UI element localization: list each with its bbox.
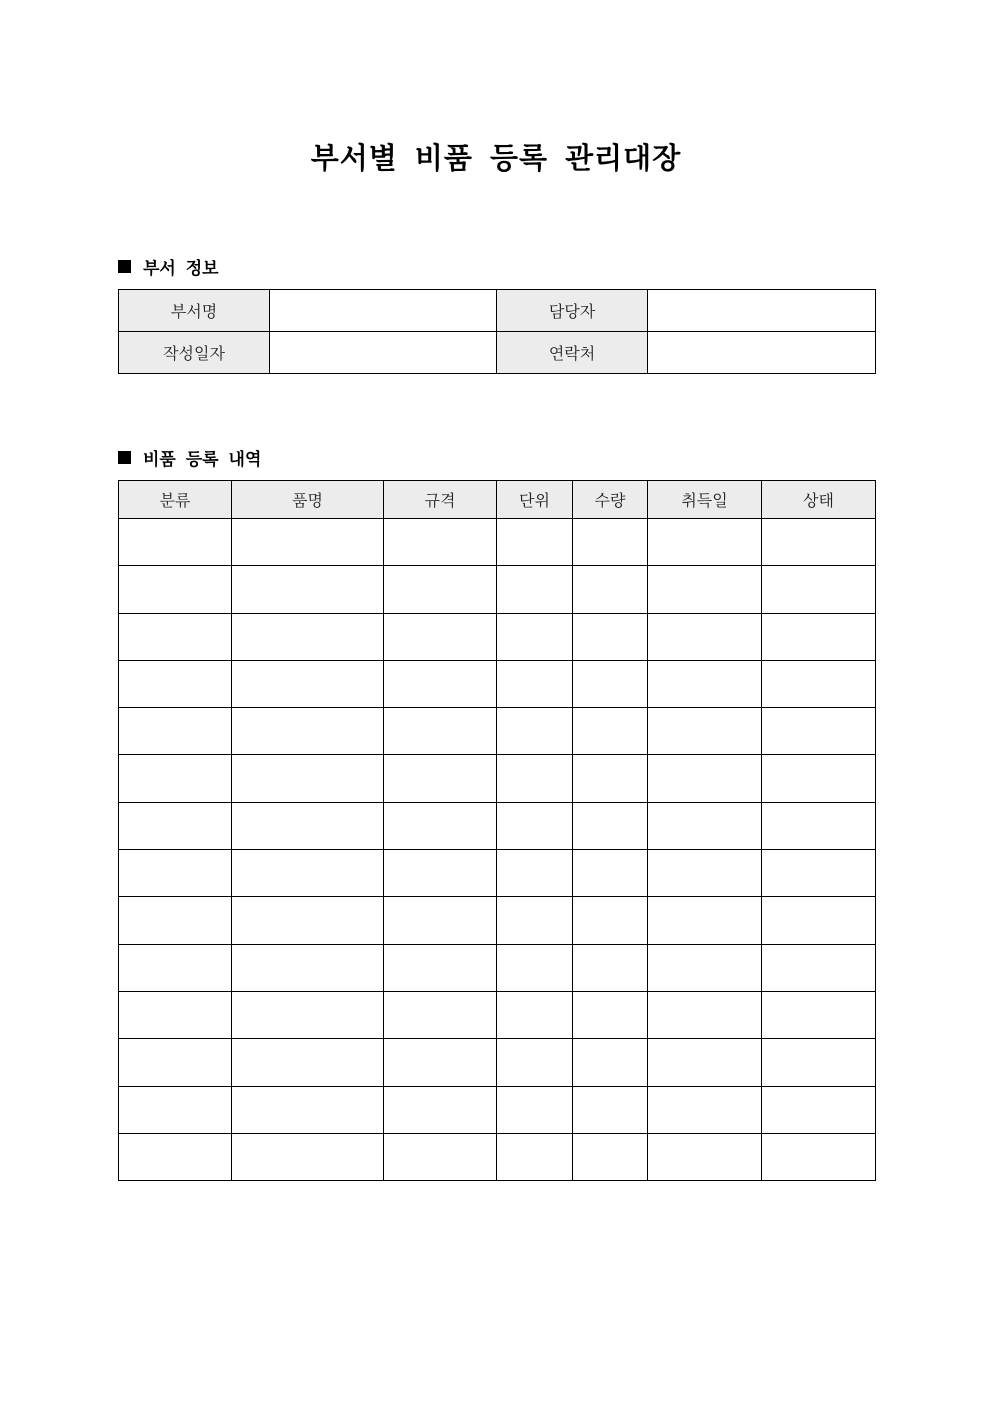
table-cell[interactable]: [573, 1039, 648, 1086]
table-cell[interactable]: [497, 708, 573, 755]
table-cell[interactable]: [762, 991, 876, 1038]
table-cell[interactable]: [119, 566, 232, 613]
square-bullet-icon: [118, 260, 131, 273]
department-section-heading: [118, 254, 219, 279]
table-cell[interactable]: [119, 1039, 232, 1086]
table-cell[interactable]: [384, 897, 497, 944]
table-cell[interactable]: [762, 660, 876, 707]
section-heading-text: 부서 정보: [143, 259, 219, 279]
table-cell[interactable]: [232, 708, 384, 755]
table-cell[interactable]: [497, 1086, 573, 1133]
table-cell[interactable]: [119, 519, 232, 566]
table-cell[interactable]: [573, 755, 648, 802]
table-row: [119, 519, 876, 566]
table-cell[interactable]: [232, 1039, 384, 1086]
table-cell[interactable]: [648, 991, 762, 1038]
table-cell[interactable]: [648, 944, 762, 991]
table-cell[interactable]: [119, 708, 232, 755]
table-cell[interactable]: [648, 897, 762, 944]
table-cell[interactable]: [497, 1039, 573, 1086]
table-row: [119, 708, 876, 755]
table-cell[interactable]: [232, 944, 384, 991]
table-cell[interactable]: [119, 1086, 232, 1133]
table-row: [119, 566, 876, 613]
table-cell[interactable]: [762, 1039, 876, 1086]
table-cell[interactable]: [232, 613, 384, 660]
table-cell[interactable]: [648, 708, 762, 755]
table-cell[interactable]: [119, 613, 232, 660]
table-cell[interactable]: [573, 944, 648, 991]
column-header: 분류: [119, 481, 232, 519]
column-header: 규격: [384, 481, 497, 519]
table-cell[interactable]: [232, 802, 384, 849]
table-cell[interactable]: [573, 566, 648, 613]
table-cell[interactable]: [762, 1086, 876, 1133]
table-cell[interactable]: [648, 519, 762, 566]
table-cell[interactable]: [384, 944, 497, 991]
table-cell[interactable]: [762, 1133, 876, 1180]
table-cell[interactable]: [497, 897, 573, 944]
table-row: [119, 755, 876, 802]
table-row: [119, 850, 876, 897]
table-cell[interactable]: [648, 1133, 762, 1180]
contact-label: 연락처: [497, 332, 648, 374]
table-cell[interactable]: [573, 850, 648, 897]
table-cell[interactable]: [648, 850, 762, 897]
table-cell[interactable]: [762, 519, 876, 566]
date-label: 작성일자: [119, 332, 270, 374]
table-cell[interactable]: [384, 991, 497, 1038]
manager-label: 담당자: [497, 290, 648, 332]
column-header: 수량: [573, 481, 648, 519]
table-cell[interactable]: [497, 755, 573, 802]
table-cell[interactable]: [119, 991, 232, 1038]
table-cell[interactable]: [762, 613, 876, 660]
table-cell[interactable]: [384, 1133, 497, 1180]
manager-field[interactable]: [648, 290, 876, 332]
department-field[interactable]: [270, 290, 497, 332]
contact-field[interactable]: [648, 332, 876, 374]
table-cell[interactable]: [573, 708, 648, 755]
table-cell[interactable]: [384, 613, 497, 660]
table-cell[interactable]: [497, 850, 573, 897]
department-label: 부서명: [119, 290, 270, 332]
table-header-row: [119, 481, 876, 519]
table-cell[interactable]: [232, 519, 384, 566]
square-bullet-icon: [118, 451, 131, 464]
table-cell[interactable]: [762, 897, 876, 944]
table-cell[interactable]: [497, 660, 573, 707]
section-heading-text: 비품 등록 내역: [143, 450, 262, 470]
table-cell[interactable]: [497, 1133, 573, 1180]
table-cell[interactable]: [384, 708, 497, 755]
table-cell[interactable]: [573, 1133, 648, 1180]
table-cell[interactable]: [119, 755, 232, 802]
column-header: 상태: [762, 481, 876, 519]
table-cell[interactable]: [573, 519, 648, 566]
department-info-table: [118, 289, 876, 374]
table-cell[interactable]: [573, 991, 648, 1038]
table-cell[interactable]: [497, 613, 573, 660]
table-row: [119, 1039, 876, 1086]
table-cell[interactable]: [232, 1086, 384, 1133]
table-cell[interactable]: [232, 660, 384, 707]
table-row: [119, 1133, 876, 1180]
table-cell[interactable]: [232, 991, 384, 1038]
table-cell[interactable]: [497, 519, 573, 566]
table-cell[interactable]: [648, 755, 762, 802]
table-cell[interactable]: [384, 519, 497, 566]
table-cell[interactable]: [232, 1133, 384, 1180]
table-cell[interactable]: [762, 944, 876, 991]
table-cell[interactable]: [573, 802, 648, 849]
table-row: [119, 660, 876, 707]
table-cell[interactable]: [384, 850, 497, 897]
table-cell[interactable]: [573, 1086, 648, 1133]
table-cell[interactable]: [497, 566, 573, 613]
table-cell[interactable]: [119, 850, 232, 897]
column-header: 단위: [497, 481, 573, 519]
table-cell[interactable]: [497, 944, 573, 991]
table-cell[interactable]: [232, 755, 384, 802]
table-cell[interactable]: [762, 850, 876, 897]
table-cell[interactable]: [119, 802, 232, 849]
column-header: 취득일: [648, 481, 762, 519]
table-cell[interactable]: [232, 850, 384, 897]
table-cell[interactable]: [648, 566, 762, 613]
table-cell[interactable]: [762, 802, 876, 849]
table-cell[interactable]: [497, 991, 573, 1038]
table-row: [119, 897, 876, 944]
table-cell[interactable]: [762, 755, 876, 802]
table-cell[interactable]: [232, 566, 384, 613]
table-cell[interactable]: [762, 566, 876, 613]
page-title: 부서별 비품 등록 관리대장: [310, 141, 682, 175]
items-table: [118, 480, 876, 1181]
table-cell[interactable]: [384, 755, 497, 802]
table-cell[interactable]: [648, 660, 762, 707]
table-row: [119, 1086, 876, 1133]
table-cell[interactable]: [648, 802, 762, 849]
table-cell[interactable]: [648, 613, 762, 660]
table-cell[interactable]: [573, 660, 648, 707]
column-header: 품명: [232, 481, 384, 519]
table-cell[interactable]: [573, 613, 648, 660]
table-cell[interactable]: [648, 1039, 762, 1086]
items-section-heading: [118, 445, 261, 470]
table-cell[interactable]: [232, 897, 384, 944]
table-cell[interactable]: [119, 897, 232, 944]
table-row: [119, 802, 876, 849]
table-cell[interactable]: [573, 897, 648, 944]
table-cell[interactable]: [384, 1039, 497, 1086]
table-cell[interactable]: [119, 1133, 232, 1180]
table-cell[interactable]: [384, 802, 497, 849]
table-cell[interactable]: [119, 944, 232, 991]
table-cell[interactable]: [384, 660, 497, 707]
table-row: [119, 613, 876, 660]
table-cell[interactable]: [384, 1086, 497, 1133]
table-cell[interactable]: [384, 566, 497, 613]
table-row: [119, 944, 876, 991]
table-cell[interactable]: [497, 802, 573, 849]
date-field[interactable]: [270, 332, 497, 374]
table-cell[interactable]: [648, 1086, 762, 1133]
table-row: [119, 991, 876, 1038]
table-cell[interactable]: [762, 708, 876, 755]
table-cell[interactable]: [119, 660, 232, 707]
